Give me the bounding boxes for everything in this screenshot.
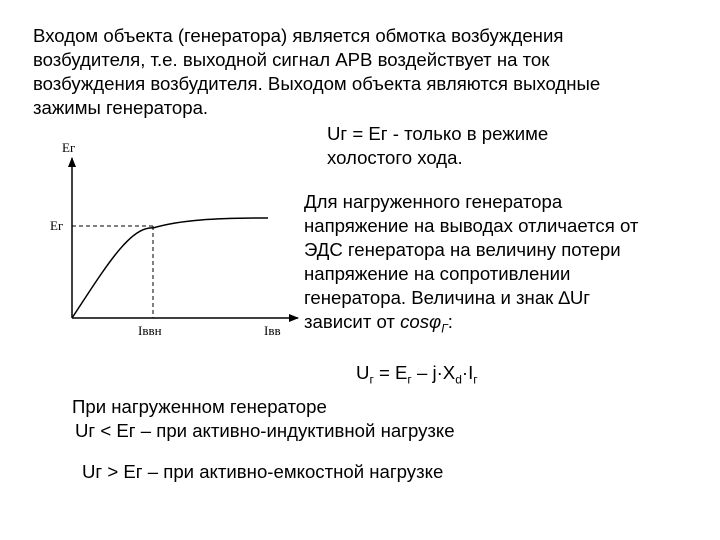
- loaded-note-line-4: напряжение на сопротивлении: [304, 263, 571, 284]
- formula-u-sub: г: [369, 372, 374, 387]
- formula-e-sub: г: [407, 372, 412, 387]
- saturation-curve: [72, 218, 268, 318]
- formula-dot: ·I: [461, 362, 474, 383]
- loaded-generator-title: При нагруженном генераторе: [72, 396, 327, 417]
- formula-x-sub: d: [455, 372, 462, 387]
- intro-line-2: возбудителя, т.е. выходной сигнал АРВ воздействует на ток: [33, 49, 550, 70]
- y-axis-label: Ег: [62, 140, 76, 155]
- x-mark-label: Iввн: [138, 323, 162, 338]
- voltage-formula: [356, 362, 478, 387]
- x-axis-label: Iвв: [264, 323, 281, 338]
- formula-u: U: [356, 362, 370, 383]
- cos-prefix: зависит от: [304, 311, 401, 332]
- loaded-note-line-3: ЭДС генератора на величину потери: [304, 239, 621, 260]
- no-load-note: [327, 122, 548, 170]
- generator-characteristic-graph: [30, 138, 310, 338]
- loaded-note-line-1: Для нагруженного генератора: [304, 191, 563, 212]
- no-load-line-1: Uг = Ег - только в режиме: [327, 123, 549, 144]
- intro-paragraph: [33, 24, 713, 120]
- formula-eq: = E: [373, 362, 408, 383]
- loaded-note-line-2: напряжение на выводах отличается от: [304, 215, 639, 236]
- no-load-line-2: холостого хода.: [327, 147, 463, 168]
- intro-line-4: зажимы генератора.: [33, 97, 209, 118]
- intro-line-3: возбуждения возбудителя. Выходом объекта являются выходные: [33, 73, 601, 94]
- loaded-generator-note: [304, 190, 714, 341]
- y-level-label: Ег: [50, 218, 64, 233]
- formula-i-sub: г: [473, 372, 478, 387]
- loaded-note-line-5: генератора. Величина и знак ∆Uг: [304, 287, 591, 308]
- cos-phi: cosφ: [400, 311, 442, 332]
- intro-line-1: Входом объекта (генератора) является обмотка возбуждения: [33, 25, 564, 46]
- formula-mid: – j·X: [411, 362, 456, 383]
- loaded-note-line-6: [304, 310, 714, 341]
- cos-phi-subscript: Г: [441, 321, 448, 336]
- inductive-load-case: Uг < Ег – при активно-индуктивной нагрузке: [75, 420, 455, 441]
- cos-suffix: :: [447, 311, 453, 332]
- capacitive-load-case: Uг > Ег – при активно-емкостной нагрузке: [82, 461, 444, 482]
